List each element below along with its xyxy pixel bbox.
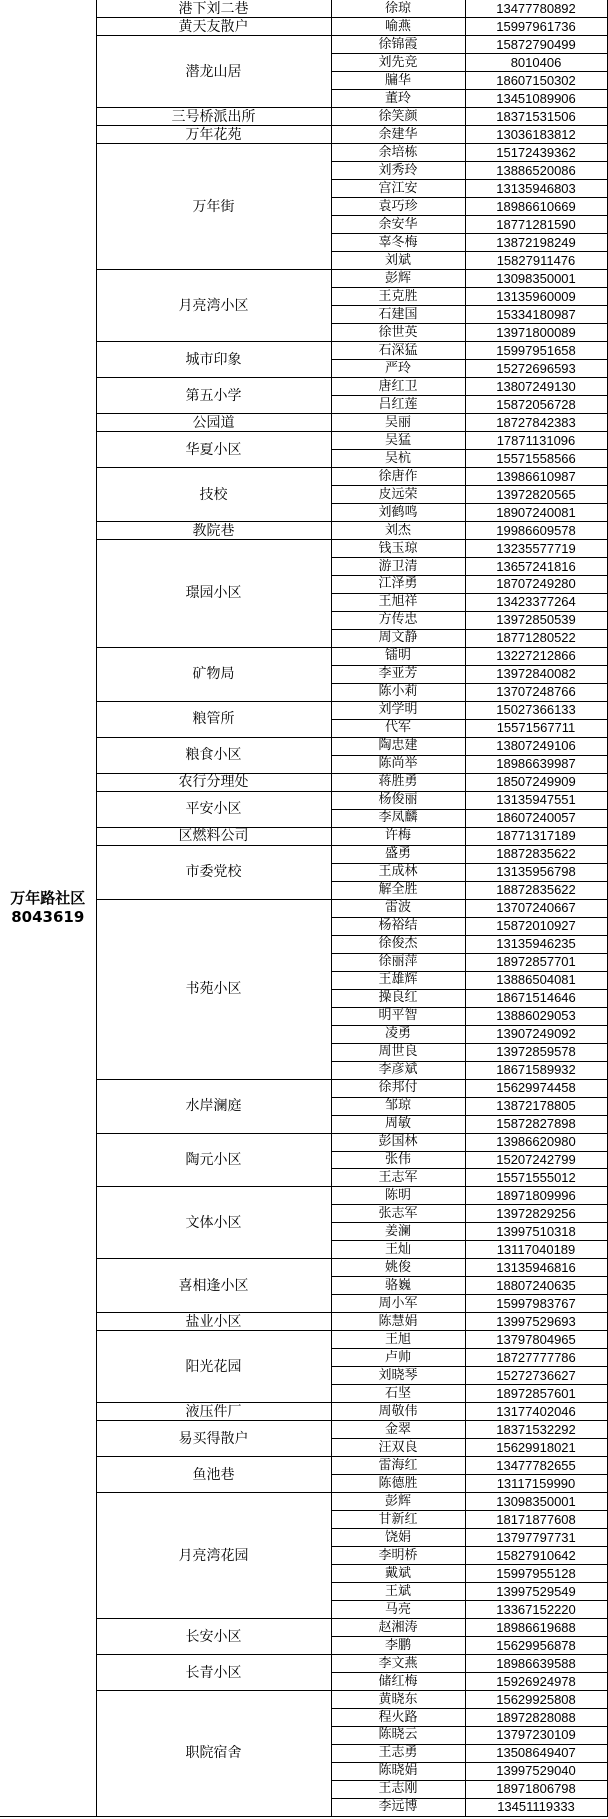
person-name-cell: 李彦斌 — [331, 1061, 465, 1079]
phone-cell: 15872827898 — [465, 1115, 607, 1133]
area-name-cell: 农行分理处 — [96, 773, 331, 791]
phone-cell: 13036183812 — [465, 126, 607, 144]
phone-cell: 15629918021 — [465, 1439, 607, 1457]
phone-cell: 13807249130 — [465, 378, 607, 396]
phone-cell: 13117040189 — [465, 1241, 607, 1259]
person-name-cell: 刘先竞 — [331, 54, 465, 72]
phone-cell: 13477780892 — [465, 0, 607, 18]
person-name-cell: 徐笑颜 — [331, 108, 465, 126]
area-name-cell: 公园道 — [96, 414, 331, 432]
phone-cell: 13886520086 — [465, 162, 607, 180]
person-name-cell: 喻燕 — [331, 18, 465, 36]
phone-cell: 15926924978 — [465, 1673, 607, 1691]
area-name-cell: 易买得散户 — [96, 1421, 331, 1457]
person-name-cell: 刘杰 — [331, 522, 465, 540]
person-name-cell: 宫江安 — [331, 180, 465, 198]
person-name-cell: 金翠 — [331, 1421, 465, 1439]
phone-cell: 15827910642 — [465, 1547, 607, 1565]
phone-cell: 13997529549 — [465, 1583, 607, 1601]
person-name-cell: 姚俊 — [331, 1259, 465, 1277]
area-name-cell: 长青小区 — [96, 1655, 331, 1691]
person-name-cell: 方传忠 — [331, 611, 465, 629]
person-name-cell: 刘秀玲 — [331, 162, 465, 180]
phone-cell: 13971800089 — [465, 324, 607, 342]
area-name-cell: 职院宿舍 — [96, 1691, 331, 1817]
person-name-cell: 徐锦霞 — [331, 36, 465, 54]
phone-cell: 13135946803 — [465, 180, 607, 198]
phone-cell: 18986639987 — [465, 755, 607, 773]
phone-cell: 18727777786 — [465, 1349, 607, 1367]
phone-cell: 18872835622 — [465, 845, 607, 863]
phone-cell: 13451089906 — [465, 90, 607, 108]
person-name-cell: 王志军 — [331, 1169, 465, 1187]
person-name-cell: 王灿 — [331, 1241, 465, 1259]
phone-cell: 13177402046 — [465, 1403, 607, 1421]
phone-cell: 13135960009 — [465, 288, 607, 306]
person-name-cell: 明平智 — [331, 1007, 465, 1025]
phone-cell: 18507249909 — [465, 773, 607, 791]
phone-cell: 13972859578 — [465, 1043, 607, 1061]
person-name-cell: 代军 — [331, 719, 465, 737]
phone-cell: 13797797731 — [465, 1529, 607, 1547]
person-name-cell: 陈小莉 — [331, 683, 465, 701]
person-name-cell: 陈晓娟 — [331, 1762, 465, 1780]
person-name-cell: 雷海红 — [331, 1457, 465, 1475]
phone-cell: 15571558566 — [465, 450, 607, 468]
phone-cell: 13657241816 — [465, 558, 607, 576]
phone-cell: 18671514646 — [465, 989, 607, 1007]
area-name-cell: 鱼池巷 — [96, 1457, 331, 1493]
phone-cell: 13135946816 — [465, 1259, 607, 1277]
person-name-cell: 唐红卫 — [331, 378, 465, 396]
person-name-cell: 彭辉 — [331, 270, 465, 288]
phone-cell: 15027366133 — [465, 701, 607, 719]
phone-cell: 13227212866 — [465, 647, 607, 665]
area-name-cell: 液压件厂 — [96, 1403, 331, 1421]
phone-cell: 13986610987 — [465, 468, 607, 486]
area-name-cell: 平安小区 — [96, 791, 331, 827]
phone-cell: 18971806798 — [465, 1780, 607, 1798]
person-name-cell: 余建华 — [331, 126, 465, 144]
person-name-cell: 石建国 — [331, 306, 465, 324]
person-name-cell: 马亮 — [331, 1601, 465, 1619]
area-name-cell: 璟园小区 — [96, 540, 331, 648]
person-name-cell: 徐俊杰 — [331, 935, 465, 953]
phone-cell: 18986610669 — [465, 198, 607, 216]
phone-cell: 18972857601 — [465, 1385, 607, 1403]
person-name-cell: 周文静 — [331, 629, 465, 647]
phone-cell: 18972857701 — [465, 953, 607, 971]
community-cell — [0, 0, 96, 1816]
person-name-cell: 王旭祥 — [331, 593, 465, 611]
community-phone: 8043619 — [11, 907, 85, 926]
phone-cell: 18771280522 — [465, 629, 607, 647]
phone-cell: 15997983767 — [465, 1295, 607, 1313]
phone-cell: 13235577719 — [465, 540, 607, 558]
area-name-cell: 黄天友散户 — [96, 18, 331, 36]
phone-cell: 13135956798 — [465, 863, 607, 881]
area-name-cell: 盐业小区 — [96, 1313, 331, 1331]
area-name-cell: 技校 — [96, 468, 331, 522]
area-name-cell: 月亮湾花园 — [96, 1493, 331, 1619]
phone-cell: 13117159990 — [465, 1475, 607, 1493]
person-name-cell: 王旭 — [331, 1331, 465, 1349]
phone-cell: 13886504081 — [465, 971, 607, 989]
person-name-cell: 彭国林 — [331, 1133, 465, 1151]
person-name-cell: 甘新红 — [331, 1511, 465, 1529]
person-name-cell: 徐琼 — [331, 0, 465, 18]
person-name-cell: 陈慧娟 — [331, 1313, 465, 1331]
person-name-cell: 徐丽萍 — [331, 953, 465, 971]
person-name-cell: 陶忠建 — [331, 737, 465, 755]
area-name-cell: 华夏小区 — [96, 432, 331, 468]
phone-cell: 15571555012 — [465, 1169, 607, 1187]
phone-cell: 13135946235 — [465, 935, 607, 953]
person-name-cell: 游卫清 — [331, 558, 465, 576]
person-name-cell: 张志军 — [331, 1205, 465, 1223]
person-name-cell: 皮远荣 — [331, 486, 465, 504]
phone-cell: 18986639588 — [465, 1655, 607, 1673]
person-name-cell: 石深猛 — [331, 342, 465, 360]
person-name-cell: 李远博 — [331, 1798, 465, 1816]
table-row — [0, 0, 607, 18]
phone-cell: 18771317189 — [465, 827, 607, 845]
phone-cell: 15571567711 — [465, 719, 607, 737]
phone-cell: 13707240667 — [465, 899, 607, 917]
phone-cell: 18727842383 — [465, 414, 607, 432]
phone-cell: 15997961736 — [465, 18, 607, 36]
phone-cell: 15997951658 — [465, 342, 607, 360]
person-name-cell: 严玲 — [331, 360, 465, 378]
person-name-cell: 吴杭 — [331, 450, 465, 468]
area-name-cell: 教院巷 — [96, 522, 331, 540]
phone-cell: 13986620980 — [465, 1133, 607, 1151]
person-name-cell: 刘斌 — [331, 252, 465, 270]
area-name-cell: 城市印象 — [96, 342, 331, 378]
area-name-cell: 区燃料公司 — [96, 827, 331, 845]
area-name-cell: 粮管所 — [96, 701, 331, 737]
person-name-cell: 陈德胜 — [331, 1475, 465, 1493]
person-name-cell: 镭明 — [331, 647, 465, 665]
person-name-cell: 周小军 — [331, 1295, 465, 1313]
phone-cell: 18972828088 — [465, 1709, 607, 1727]
phone-cell: 13135947551 — [465, 791, 607, 809]
person-name-cell: 蒋胜勇 — [331, 773, 465, 791]
phone-cell: 15172439362 — [465, 144, 607, 162]
phone-cell: 13508649407 — [465, 1744, 607, 1762]
phone-cell: 18607150302 — [465, 72, 607, 90]
community-name: 万年路社区 — [10, 888, 86, 907]
person-name-cell: 王志刚 — [331, 1780, 465, 1798]
area-name-cell: 港下刘二巷 — [96, 0, 331, 18]
phone-cell: 18771281590 — [465, 216, 607, 234]
person-name-cell: 吕红莲 — [331, 396, 465, 414]
phone-cell: 18671589932 — [465, 1061, 607, 1079]
person-name-cell: 陈明 — [331, 1187, 465, 1205]
person-name-cell: 徐邦付 — [331, 1079, 465, 1097]
person-name-cell: 王斌 — [331, 1583, 465, 1601]
phone-cell: 13972850539 — [465, 611, 607, 629]
person-name-cell: 袁巧珍 — [331, 198, 465, 216]
person-name-cell: 汪双良 — [331, 1439, 465, 1457]
person-name-cell: 王雄辉 — [331, 971, 465, 989]
phone-cell: 13997529693 — [465, 1313, 607, 1331]
area-name-cell: 万年街 — [96, 144, 331, 270]
phone-cell: 18872835622 — [465, 881, 607, 899]
person-name-cell: 储红梅 — [331, 1673, 465, 1691]
phone-cell: 18607240057 — [465, 809, 607, 827]
person-name-cell: 杨裕结 — [331, 917, 465, 935]
person-name-cell: 黄晓东 — [331, 1691, 465, 1709]
phone-cell: 13367152220 — [465, 1601, 607, 1619]
phone-cell: 18371531506 — [465, 108, 607, 126]
person-name-cell: 王志勇 — [331, 1744, 465, 1762]
phone-cell: 13997510318 — [465, 1223, 607, 1241]
person-name-cell: 周敬伟 — [331, 1403, 465, 1421]
person-name-cell: 程火路 — [331, 1709, 465, 1727]
person-name-cell: 辜冬梅 — [331, 234, 465, 252]
person-name-cell: 许梅 — [331, 827, 465, 845]
person-name-cell: 李亚芳 — [331, 665, 465, 683]
person-name-cell: 周敏 — [331, 1115, 465, 1133]
phone-cell: 13807249106 — [465, 737, 607, 755]
phone-cell: 8010406 — [465, 54, 607, 72]
phone-cell: 18807240635 — [465, 1277, 607, 1295]
area-name-cell: 阳光花园 — [96, 1331, 331, 1403]
person-name-cell: 操良红 — [331, 989, 465, 1007]
phone-cell: 15629956878 — [465, 1637, 607, 1655]
person-name-cell: 戴斌 — [331, 1565, 465, 1583]
phone-cell: 15872056728 — [465, 396, 607, 414]
person-name-cell: 骆巍 — [331, 1277, 465, 1295]
person-name-cell: 刘鹤鸣 — [331, 504, 465, 522]
area-name-cell: 书苑小区 — [96, 899, 331, 1079]
person-name-cell: 刘晓琴 — [331, 1367, 465, 1385]
person-name-cell: 陈尚举 — [331, 755, 465, 773]
person-name-cell: 盛勇 — [331, 845, 465, 863]
phone-cell: 15872790499 — [465, 36, 607, 54]
area-name-cell: 水岸澜庭 — [96, 1079, 331, 1133]
area-name-cell: 市委党校 — [96, 845, 331, 899]
phone-cell: 13872198249 — [465, 234, 607, 252]
area-name-cell: 粮食小区 — [96, 737, 331, 773]
phone-cell: 13886029053 — [465, 1007, 607, 1025]
person-name-cell: 李明桥 — [331, 1547, 465, 1565]
phone-cell: 13972829256 — [465, 1205, 607, 1223]
person-name-cell: 杨俊丽 — [331, 791, 465, 809]
area-name-cell: 矿物局 — [96, 647, 331, 701]
area-name-cell: 文体小区 — [96, 1187, 331, 1259]
phone-cell: 13797230109 — [465, 1727, 607, 1745]
person-name-cell: 牖华 — [331, 72, 465, 90]
phone-cell: 13098350001 — [465, 270, 607, 288]
person-name-cell: 周世良 — [331, 1043, 465, 1061]
phone-cell: 18986619688 — [465, 1619, 607, 1637]
phone-cell: 13797804965 — [465, 1331, 607, 1349]
area-name-cell: 潜龙山居 — [96, 36, 331, 108]
phone-cell: 15272696593 — [465, 360, 607, 378]
phone-cell: 13451119333 — [465, 1798, 607, 1816]
person-name-cell: 徐唐作 — [331, 468, 465, 486]
phone-cell: 13972820565 — [465, 486, 607, 504]
person-name-cell: 董玲 — [331, 90, 465, 108]
person-name-cell: 王成林 — [331, 863, 465, 881]
person-name-cell: 陈晓云 — [331, 1727, 465, 1745]
area-name-cell: 喜相逢小区 — [96, 1259, 331, 1313]
person-name-cell: 凌勇 — [331, 1025, 465, 1043]
person-name-cell: 余培栋 — [331, 144, 465, 162]
area-name-cell: 长安小区 — [96, 1619, 331, 1655]
area-name-cell: 第五小学 — [96, 378, 331, 414]
person-name-cell: 赵湘涛 — [331, 1619, 465, 1637]
phone-cell: 13872178805 — [465, 1097, 607, 1115]
phone-cell: 15272736627 — [465, 1367, 607, 1385]
person-name-cell: 邹琼 — [331, 1097, 465, 1115]
person-name-cell: 饶娟 — [331, 1529, 465, 1547]
person-name-cell: 李鹏 — [331, 1637, 465, 1655]
person-name-cell: 李文燕 — [331, 1655, 465, 1673]
person-name-cell: 解全胜 — [331, 881, 465, 899]
person-name-cell: 姜澜 — [331, 1223, 465, 1241]
person-name-cell: 李凤麟 — [331, 809, 465, 827]
person-name-cell: 徐世英 — [331, 324, 465, 342]
phone-cell: 13707248766 — [465, 683, 607, 701]
area-name-cell: 万年花苑 — [96, 126, 331, 144]
person-name-cell: 钱玉琼 — [331, 540, 465, 558]
phone-cell: 15872010927 — [465, 917, 607, 935]
phone-cell: 15207242799 — [465, 1151, 607, 1169]
phone-cell: 18171877608 — [465, 1511, 607, 1529]
area-name-cell: 陶元小区 — [96, 1133, 331, 1187]
phone-cell: 18907240081 — [465, 504, 607, 522]
phone-cell: 18371532292 — [465, 1421, 607, 1439]
person-name-cell: 吴丽 — [331, 414, 465, 432]
person-name-cell: 余安华 — [331, 216, 465, 234]
phone-cell: 18707249280 — [465, 576, 607, 594]
person-name-cell: 吴猛 — [331, 432, 465, 450]
phone-cell: 13997529040 — [465, 1762, 607, 1780]
phone-cell: 15629974458 — [465, 1079, 607, 1097]
person-name-cell: 张伟 — [331, 1151, 465, 1169]
phone-cell: 15629925808 — [465, 1691, 607, 1709]
person-name-cell: 雷波 — [331, 899, 465, 917]
area-name-cell: 三号桥派出所 — [96, 108, 331, 126]
phone-cell: 18971809996 — [465, 1187, 607, 1205]
person-name-cell: 江泽勇 — [331, 576, 465, 594]
phone-cell: 15827911476 — [465, 252, 607, 270]
phone-cell: 13098350001 — [465, 1493, 607, 1511]
phone-cell: 19986609578 — [465, 522, 607, 540]
phone-cell: 13907249092 — [465, 1025, 607, 1043]
phone-cell: 17871131096 — [465, 432, 607, 450]
phone-cell: 13972840082 — [465, 665, 607, 683]
area-name-cell: 月亮湾小区 — [96, 270, 331, 342]
person-name-cell: 刘学明 — [331, 701, 465, 719]
phone-cell: 15334180987 — [465, 306, 607, 324]
person-name-cell: 王克胜 — [331, 288, 465, 306]
phone-cell: 13423377264 — [465, 593, 607, 611]
phone-cell: 13477782655 — [465, 1457, 607, 1475]
phone-cell: 15997955128 — [465, 1565, 607, 1583]
person-name-cell: 彭辉 — [331, 1493, 465, 1511]
person-name-cell: 卢帅 — [331, 1349, 465, 1367]
person-name-cell: 石坚 — [331, 1385, 465, 1403]
